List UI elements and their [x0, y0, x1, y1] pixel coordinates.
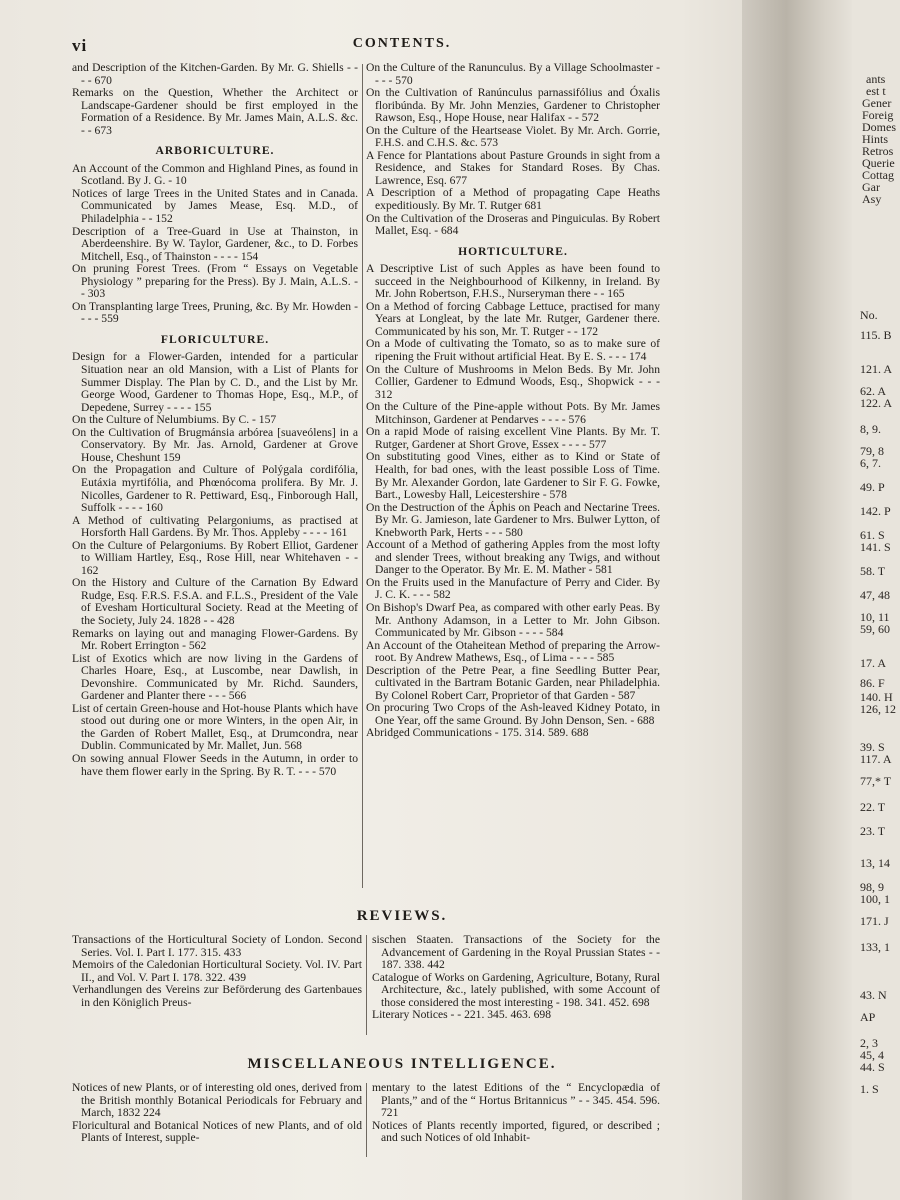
- misc-column-divider: [366, 1083, 367, 1157]
- contents-entry: Design for a Flower-Garden, intended for a particular Situation near an old Mansion, with a List of Plants for Summer Display. The Plan by C. D., and the List by Mr. George Wood, Gardener to Thomas Hope, Esq., M.P., of Depedene, Surrey - - - - 155: [72, 350, 358, 414]
- contents-entry: mentary to the latest Editions of the “ Encyclopædia of Plants,” and of the “ Hortus Britannicus ” - - 345. 454. 596. 721: [372, 1081, 660, 1120]
- contents-entry: On the Culture of Pelargoniums. By Robert Elliot, Gardener to William Hartley, Esq., Rose Hill, near Whitehaven - - 162: [72, 538, 358, 577]
- contents-entry: List of Exotics which are now living in the Gardens of Charles Hoare, Esq., at Luscombe, near Dawlish, in Devonshire. Communicated by Mr. Richd. Saunders, Gardener and Planter there - - - 566: [72, 651, 358, 703]
- contents-entry: and Description of the Kitchen-Garden. By Mr. G. Shiells - - - - 670: [72, 61, 358, 87]
- page-header: [72, 36, 732, 58]
- facing-page-fragment: 100, 1: [860, 892, 890, 906]
- facing-page-fragment: Gener: [862, 96, 892, 110]
- contents-entry: On the Cultivation of the Droseras and Pinguiculas. By Robert Mallet, Esq. - 684: [366, 211, 660, 238]
- contents-entry: On the Culture of Mushrooms in Melon Beds. By Mr. John Collier, Gardener to Edmund Woods, Esq., Shopwick - - - 312: [366, 362, 660, 401]
- facing-page-fragment: Querie: [862, 156, 895, 170]
- facing-page-fragment: Hints: [862, 132, 889, 146]
- contents-entry: A Method of cultivating Pelargoniums, as practised at Horsforth Hall Gardens. By Mr. Thos. Appleby - - - - 161: [72, 513, 358, 540]
- contents-entry: On the Culture of the Heartsease Violet. By Mr. Arch. Gorrie, F.H.S. and C.H.S. &c. 573: [366, 123, 660, 150]
- contents-entry: On pruning Forest Trees. (From “ Essays on Vegetable Physiology ” preparing for the Press). By J. Main, A.L.S. - - 303: [72, 262, 358, 301]
- facing-page-fragment: 171. J: [860, 914, 889, 928]
- contents-entry: On a rapid Mode of raising excellent Vine Plants. By Mr. T. Rutger, Gardener at Short Grove, Essex - - - - 577: [366, 425, 660, 451]
- contents-entry: List of certain Green-house and Hot-house Plants which have stood out during one or more Winters, in the open Air, in the Garden of Robert Mallet, Esq., at Drumcondra, near Dublin. Communicated by Mr. Mallet, Jun. 568: [72, 701, 358, 753]
- facing-page-fragment: 79, 8: [860, 444, 884, 458]
- section-heading: FLORICULTURE.: [160, 332, 270, 346]
- contents-entry: On the Culture of the Pine-apple without Pots. By Mr. James Mitchinson, Gardener at Pendarves - - - - 576: [366, 400, 660, 426]
- facing-page-fragment: 44. S: [860, 1060, 885, 1074]
- misc-intelligence-heading: MISCELLANEOUS INTELLIGENCE.: [247, 1056, 557, 1072]
- contents-entry: On the Cultivation of Ranúnculus parnassifólius and Óxalis floribúnda. By Mr. John Menzies, Gardener to Christopher Rawson, Esq., Hope House, near Halifax - - 572: [366, 86, 660, 125]
- contents-right-column: [366, 62, 660, 740]
- contents-entry: Description of a Tree-Guard in Use at Thainston, in Aberdeenshire. By W. Taylor, Gardener, &c., to D. Forbes Mitchell, Esq., of Thainston - - - - 154: [72, 224, 358, 263]
- contents-entry: Abridged Communications - 175. 314. 589. 688: [366, 726, 589, 740]
- misc-right-column: [372, 1082, 660, 1145]
- facing-page-fragment: 59, 60: [860, 622, 890, 636]
- facing-page-fragment: 6, 7.: [860, 456, 881, 470]
- contents-entry: On the Destruction of the Áphis on Peach and Nectarine Trees. By Mr. G. Jamieson, late Gardener to Mrs. Bulwer Lytton, of Knebworth Park, Herts - - - 580: [366, 500, 660, 539]
- contents-entry: On the Culture of Nelumbiums. By C. - 157: [72, 413, 277, 427]
- facing-page-fragment: Foreig: [862, 108, 894, 122]
- facing-page-fragment: 140. H: [860, 690, 893, 704]
- contents-entry: On sowing annual Flower Seeds in the Autumn, in order to have them flower early in the Spring. By R. T. - - - 570: [72, 751, 358, 778]
- facing-page-fragment: est t: [866, 84, 886, 98]
- contents-left-column: [72, 62, 358, 778]
- contents-entry: On Transplanting large Trees, Pruning, &c. By Mr. Howden - - - - 559: [72, 299, 358, 326]
- facing-page-fragment: 2, 3: [860, 1036, 878, 1050]
- contents-entry: Notices of large Trees in the United States and in Canada. Communicated by James Mease, Esq. M.D., of Philadelphia - - 152: [72, 186, 358, 226]
- column-divider: [362, 64, 363, 888]
- facing-page-fragment: 10, 11: [860, 610, 890, 624]
- contents-entry: On the Culture of the Ranunculus. By a Village Schoolmaster - - - - 570: [366, 61, 660, 87]
- reviews-right-column: [372, 934, 660, 1022]
- facing-page-fragment: 142. P: [860, 504, 891, 518]
- facing-page-fragment: AP: [860, 1010, 876, 1024]
- contents-entry: Floricultural and Botanical Notices of new Plants, and of old Plants of Interest, supple-: [72, 1118, 362, 1145]
- facing-page-fragment: 141. S: [860, 540, 891, 554]
- facing-page-fragment: 49. P: [860, 480, 885, 494]
- facing-page-fragment: Domes: [862, 120, 896, 134]
- contents-entry: Memoirs of the Caledonian Horticultural Society. Vol. IV. Part II., and Vol. V. Part I. 178. 322. 439: [72, 958, 362, 984]
- facing-page-fragment: No.: [860, 308, 878, 322]
- contents-entry: On procuring Two Crops of the Ash-leaved Kidney Potato, in One Year, off the same Ground. By John Denson, Sen. - 688: [366, 701, 660, 727]
- facing-page-fragment: 22. T: [860, 800, 886, 814]
- facing-page-fragment: 77,* T: [860, 774, 892, 788]
- page-number: vi: [72, 36, 88, 55]
- contents-entry: On substituting good Vines, either as to Kind or State of Health, for bad ones, with the least possible Loss of Time. By Mr. Alexander Gordon, late Gardener to Sir F. G. Fowke, Bart., Lowesby Hall, Leicestershire - 578: [366, 450, 660, 502]
- facing-page-fragment: Retros: [862, 144, 894, 158]
- contents-entry: On the Fruits used in the Manufacture of Perry and Cider. By J. C. K. - - - 582: [366, 575, 660, 602]
- contents-entry: An Account of the Common and Highland Pines, as found in Scotland. By J. G. - 10: [72, 161, 358, 188]
- facing-page-fragment: Cottag: [862, 168, 894, 182]
- contents-entry: Catalogue of Works on Gardening, Agriculture, Botany, Rural Architecture, &c., lately published, with some Account of those considered the most interesting - 198. 341. 452. 698: [372, 970, 660, 1009]
- contents-entry: On the Cultivation of Brugmánsia arbórea [suaveólens] in a Conservatory. By Mr. Jas. Arnold, Gardener at Grove House, Cheshunt 159: [72, 425, 358, 464]
- facing-page-fragment: 117. A: [860, 752, 892, 766]
- facing-page-fragment: 13, 14: [860, 856, 890, 870]
- contents-entry: A Description of a Method of propagating Cape Heaths expeditiously. By Mr. T. Rutger 681: [366, 186, 660, 213]
- section-heading: HORTICULTURE.: [458, 244, 568, 258]
- contents-entry: On the History and Culture of the Carnation By Edward Rudge, Esq. F.R.S. F.S.A. and F.L.S., President of the Vale of Evesham Horticultural Society. Read at the Meeting of the Society, July 24. 1828 - - 428: [72, 576, 358, 627]
- facing-page-fragment: 8, 9.: [860, 422, 881, 436]
- contents-entry: Remarks on laying out and managing Flower-Gardens. By Mr. Robert Errington - 562: [72, 626, 358, 653]
- facing-page-fragment: 17. A: [860, 656, 887, 670]
- facing-page-fragment: 39. S: [860, 740, 885, 754]
- facing-page-fragment: 45, 4: [860, 1048, 884, 1062]
- facing-page-fragment: 47, 48: [860, 588, 890, 602]
- contents-entry: sischen Staaten. Transactions of the Society for the Advancement of Gardening in the Royal Prussian States - - 187. 338. 442: [372, 933, 660, 972]
- facing-page-fragment: 58. T: [860, 564, 886, 578]
- facing-page-fragment: 61. S: [860, 528, 885, 542]
- contents-entry: On a Mode of cultivating the Tomato, so as to make sure of ripening the Fruit without artificial Heat. By E. S. - - - 174: [366, 337, 660, 364]
- contents-entry: A Fence for Plantations about Pasture Grounds in sight from a Residence, and Stakes for Standard Roses. By Chas. Lawrence, Esq. 677: [366, 148, 660, 187]
- facing-page-fragment: ants: [866, 72, 886, 86]
- facing-page-fragment: Asy: [862, 192, 882, 206]
- section-heading: ARBORICULTURE.: [155, 144, 275, 158]
- facing-page-fragment: 121. A: [860, 362, 893, 376]
- contents-entry: Verhandlungen des Vereins zur Beförderung des Gartenbaues in den Königlich Preus-: [72, 983, 362, 1009]
- facing-page-fragment: 86. F: [860, 676, 885, 690]
- misc-left-column: [72, 1082, 362, 1145]
- facing-page-fragment: 122. A: [860, 396, 893, 410]
- contents-entry: On Bishop's Dwarf Pea, as compared with other early Peas. By Mr. Anthony Adamson, in a Letter to Mr. John Gibson. Communicated by Mr. Gibson - - - - 584: [366, 600, 660, 640]
- contents-entry: Transactions of the Horticultural Society of London. Second Series. Vol. I. Part I. 177. 315. 433: [72, 933, 362, 959]
- contents-entry: An Account of the Otaheitean Method of preparing the Arrow-root. By Andrew Mathews, Esq., of Lima - - - - 585: [366, 638, 660, 665]
- reviews-left-column: [72, 934, 362, 1009]
- reviews-heading: REVIEWS.: [356, 908, 448, 924]
- reviews-column-divider: [366, 935, 367, 1035]
- facing-page-fragment: 98, 9: [860, 880, 884, 894]
- facing-page-fragment: 23. T: [860, 824, 886, 838]
- contents-entry: A Descriptive List of such Apples as have been found to succeed in the Neighbourhood of Kilkenny, in Ireland. By Mr. John Robertson, F.H.S., Nurseryman there - - 165: [366, 262, 660, 301]
- facing-page-fragment: 126, 12: [860, 702, 896, 716]
- contents-entry: Remarks on the Question, Whether the Architect or Landscape-Gardener should be first employed in the Formation of a Residence. By Mr. James Main, A.L.S. &c. - - 673: [72, 86, 358, 137]
- page-title: CONTENTS.: [352, 36, 452, 51]
- facing-page-fragment: 1. S: [860, 1082, 879, 1096]
- book-gutter: [742, 0, 852, 1200]
- facing-page-fragment: 43. N: [860, 988, 887, 1002]
- facing-page-fragment: 62. A: [860, 384, 887, 398]
- contents-entry: Notices of Plants recently imported, figured, or described ; and such Notices of old Inhabit-: [372, 1118, 660, 1145]
- contents-entry: Description of the Petre Pear, a fine Seedling Butter Pear, cultivated in the Bartram Botanic Garden, near Philadelphia. By Colonel Robert Carr, Proprietor of that Garden - 587: [366, 663, 660, 702]
- contents-entry: Literary Notices - - 221. 345. 463. 698: [372, 1008, 552, 1022]
- facing-page-fragment: 133, 1: [860, 940, 890, 954]
- contents-entry: On the Propagation and Culture of Polýgala cordifólia, Eutáxia myrtifólia, and Phœnócoma prolifera. By Mr. J. Nicolles, Gardener to R. Pettiward, Esq., Finborough Hall, Suffolk - - - - 160: [72, 463, 358, 515]
- facing-page-edge: [852, 0, 900, 1200]
- facing-page-fragment: Gar: [862, 180, 880, 194]
- contents-entry: Account of a Method of gathering Apples from the most lofty and slender Trees, without breaking any Twigs, and without Danger to the Operator. By Mr. E. M. Mather - 581: [366, 538, 660, 577]
- contents-entry: On a Method of forcing Cabbage Lettuce, practised for many Years at Longleat, by the late Mr. Rutger, Gardener there. Communicated by his son, Mr. T. Rutger - - 172: [366, 299, 660, 338]
- facing-page-fragment: 115. B: [860, 328, 892, 342]
- contents-entry: Notices of new Plants, or of interesting old ones, derived from the British monthly Botanical Periodicals for February and March, 1832 224: [72, 1081, 362, 1120]
